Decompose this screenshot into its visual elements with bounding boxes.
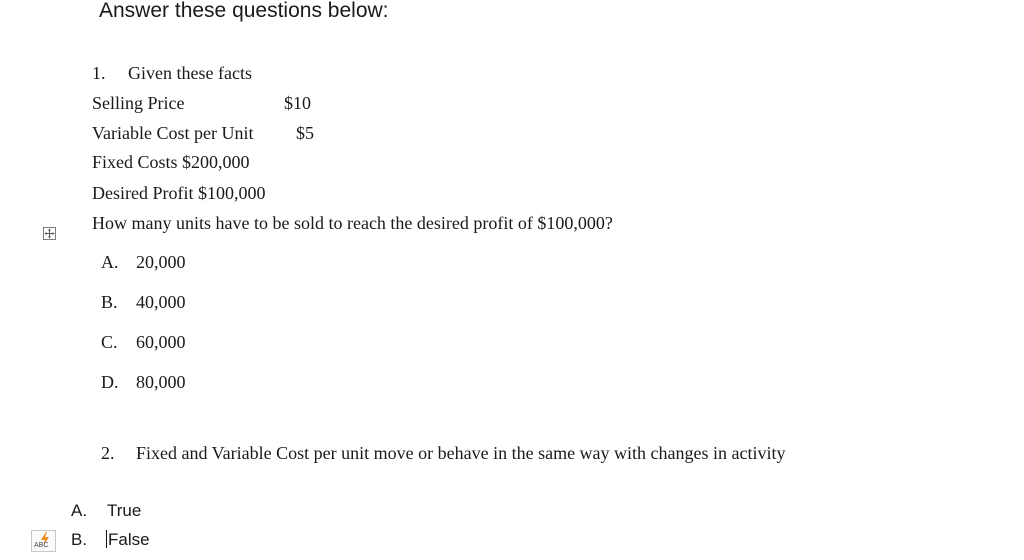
q1-option-d-letter: D. <box>101 372 119 392</box>
q1-option-d-text: 80,000 <box>136 372 186 392</box>
selling-price-value: $10 <box>284 93 311 113</box>
question-1-intro: Given these facts <box>128 63 252 83</box>
q1-option-a-letter: A. <box>101 252 119 272</box>
fixed-costs-line: Fixed Costs $200,000 <box>92 152 250 172</box>
q1-option-c-text: 60,000 <box>136 332 186 352</box>
q2-option-a-text: True <box>107 501 142 520</box>
question-1-number: 1. <box>92 63 106 83</box>
q2-option-b-text: False <box>108 530 150 549</box>
spelling-grammar-label: ABC <box>34 542 49 549</box>
q2-option-b-line[interactable] <box>106 529 150 551</box>
q1-option-b-letter: B. <box>101 292 118 312</box>
q2-option-a-letter: A. <box>71 501 88 520</box>
spelling-grammar-icon[interactable] <box>31 530 56 552</box>
page-heading: Answer these questions below: <box>99 0 389 22</box>
q1-option-b-text: 40,000 <box>136 292 186 312</box>
text-cursor <box>106 530 107 548</box>
variable-cost-value: $5 <box>296 123 314 143</box>
variable-cost-label: Variable Cost per Unit <box>92 123 254 143</box>
selling-price-label: Selling Price <box>92 93 185 113</box>
question-1-prompt: How many units have to be sold to reach the desired profit of $100,000? <box>92 213 613 233</box>
q2-option-b-letter: B. <box>71 530 88 549</box>
q1-option-a-text: 20,000 <box>136 252 186 272</box>
table-move-handle-icon[interactable] <box>43 227 56 240</box>
q1-option-c-letter: C. <box>101 332 118 352</box>
question-2-prompt: Fixed and Variable Cost per unit move or behave in the same way with changes in activity <box>136 443 786 463</box>
desired-profit-line: Desired Profit $100,000 <box>92 183 266 203</box>
question-2-number: 2. <box>101 443 115 463</box>
